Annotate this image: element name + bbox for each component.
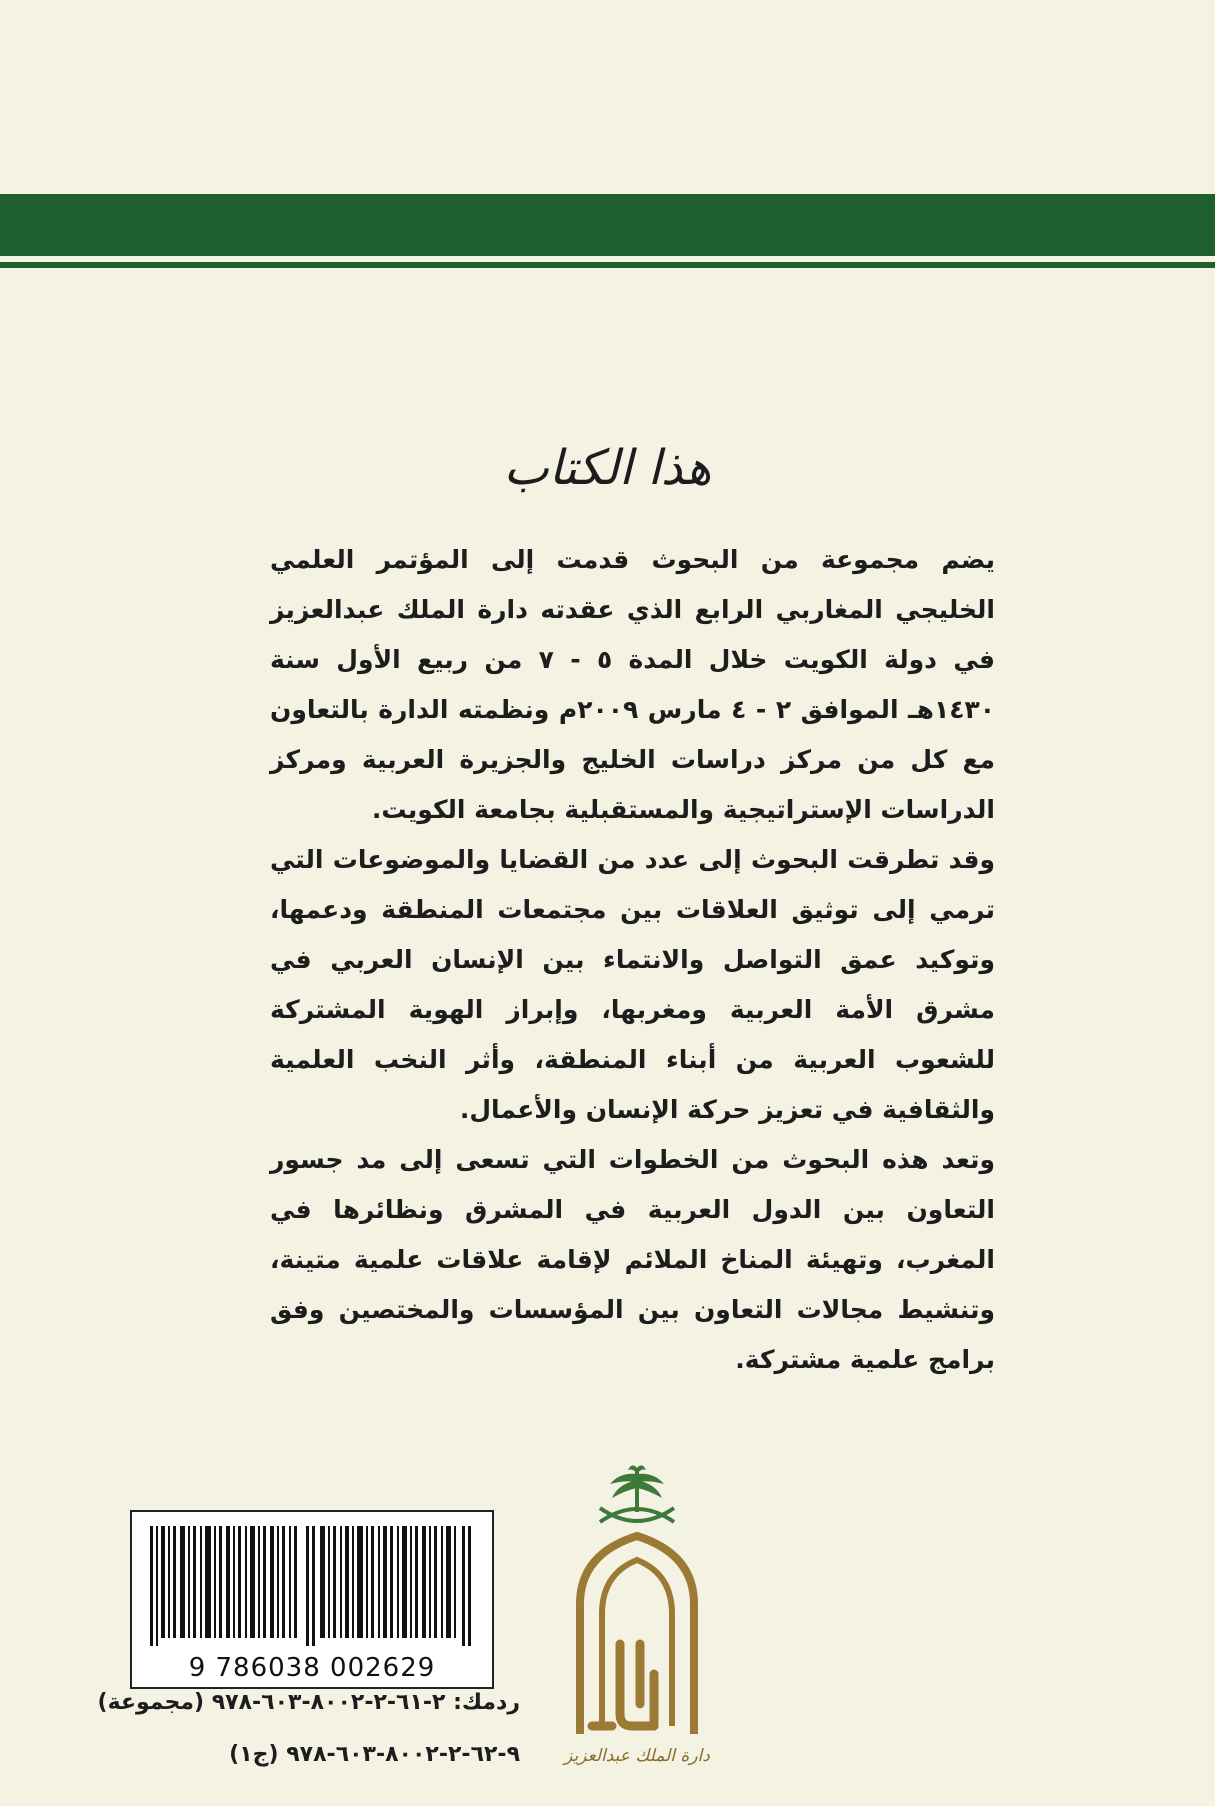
barcode-digits: 9 786038 002629 xyxy=(188,1653,436,1683)
green-band-main xyxy=(0,194,1215,256)
description-text xyxy=(270,535,995,1385)
paragraph-3: وتعد هذه البحوث من الخطوات التي تسعى إلى مد جسور التعاون بين الدول العربية في المشرق ونظائرها في المغرب، وتهيئة المناخ الملائم لإقامة علاقات علمية متينة، وتنشيط مجالات التعاون بين المؤسسات والمختصين وفق برامج علمية مشتركة. xyxy=(270,1145,995,1374)
logo-caption: دارة الملك عبدالعزيز xyxy=(564,1746,710,1766)
paragraph-1: يضم مجموعة من البحوث قدمت إلى المؤتمر العلمي الخليجي المغاربي الرابع الذي عقدته دارة الملك عبدالعزيز في دولة الكويت خلال المدة ٥ - ٧ من ربيع الأول سنة ١٤٣٠هـ الموافق ٢ - ٤ مارس ٢٠٠٩م ونظمته الدارة بالتعاون مع كل من مركز دراسات الخليج والجزيرة العربية ومركز الدراسات الإستراتيجية والمستقبلية بجامعة الكويت. xyxy=(270,545,995,824)
palm-swords-icon xyxy=(600,1465,674,1522)
isbn-set: ردمك: ٢-٦١-٢-٨٠٠٢-٦٠٣-٩٧٨ (مجموعة) xyxy=(97,1690,520,1715)
paragraph-2: وقد تطرقت البحوث إلى عدد من القضايا والموضوعات التي ترمي إلى توثيق العلاقات بين مجتمعات المنطقة ودعمها، وتوكيد عمق التواصل والانتماء بين الإنسان العربي في مشرق الأمة العربية ومغربها، وإبراز الهوية المشتركة للشعوب العربية من أبناء المنطقة، وأثر النخب العلمية والثقافية في تعزيز حركة الإنسان والأعمال. xyxy=(270,845,995,1124)
isbn-volume: ٩-٦٢-٢-٨٠٠٢-٦٠٣-٩٧٨ (ج١) xyxy=(229,1742,520,1767)
green-band-thin xyxy=(0,262,1215,268)
section-heading: هذا الكتاب xyxy=(503,440,712,496)
barcode-bars xyxy=(150,1526,474,1646)
darah-logo-icon xyxy=(562,1464,712,1749)
isbn-barcode xyxy=(130,1510,494,1689)
green-band xyxy=(0,194,1215,268)
